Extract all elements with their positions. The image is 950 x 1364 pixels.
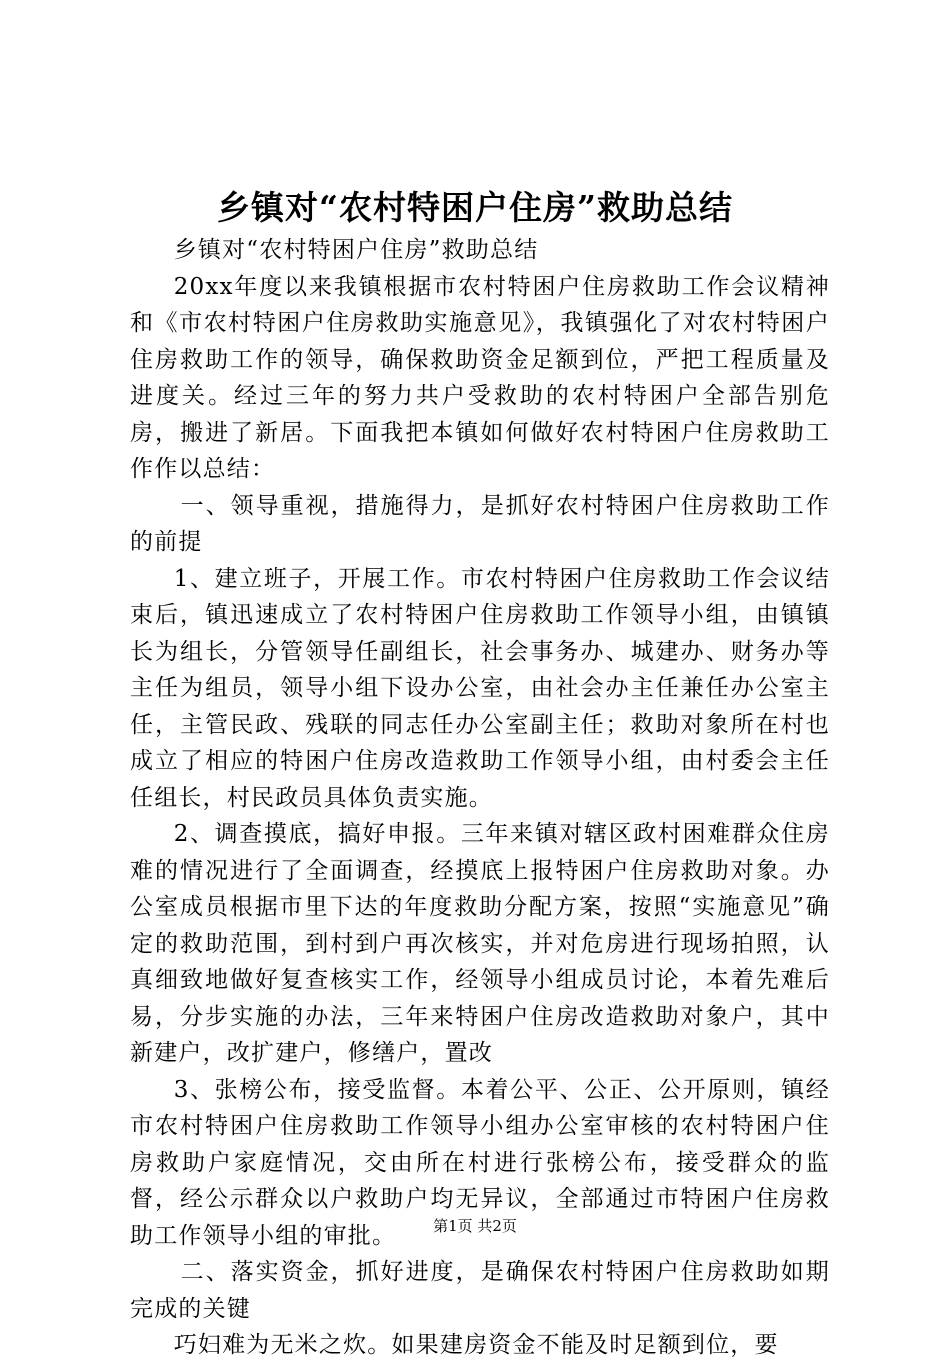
paragraph-intro: 20xx年度以来我镇根据市农村特困户住房救助工作会议精神和《市农村特困户住房救助实施意见》，我镇强化了对农村特困户住房救助工作的领导，确保救助资金足额到位，严把工程质量及进度关。经过三年的努力共户受救助的农村特困户全部告别危房，搬进了新居。下面我把本镇如何做好农村特困户住房救助工作作以总结：	[130, 273, 830, 482]
paragraph-subtitle: 乡镇对“农村特困户住房”救助总结	[173, 237, 539, 263]
page-footer: 第1页 共2页	[433, 1217, 517, 1235]
paragraph-funding: 巧妇难为无米之炊。如果建房资金不能及时足额到位，要	[173, 1332, 779, 1358]
document-body	[130, 232, 830, 1364]
section-heading-2: 二、落实资金，抓好进度，是确保农村特困户住房救助如期完成的关键	[130, 1259, 830, 1322]
paragraph-item-3: 3、张榜公布，接受监督。本着公平、公正、公开原则，镇经市农村特困户住房救助工作领导小组办公室审核的农村特困户住房救助户家庭情况，交由所在村进行张榜公布，接受群众的监督，经公示群众以户救助户均无异议，全部通过市特困户住房救助工作领导小组的审批。	[130, 1076, 830, 1249]
document-title: 乡镇对“农村特困户住房”救助总结	[217, 188, 733, 227]
paragraph-item-2: 2、调查摸底，搞好申报。三年来镇对辖区政村困难群众住房难的情况进行了全面调查，经摸底上报特困户住房救助对象。办公室成员根据市里下达的年度救助分配方案，按照“实施意见”确定的救助范围，到村到户再次核实，并对危房进行现场拍照，认真细致地做好复查核实工作，经领导小组成员讨论，本着先难后易，分步实施的办法，三年来特困户住房改造救助对象户，其中新建户，改扩建户，修缮户，置改	[130, 821, 830, 1066]
section-heading-1: 一、领导重视，措施得力，是抓好农村特困户住房救助工作的前提	[130, 492, 830, 555]
paragraph-item-1: 1、建立班子，开展工作。市农村特困户住房救助工作会议结束后，镇迅速成立了农村特困户住房救助工作领导小组，由镇镇长为组长，分管领导任副组长，社会事务办、城建办、财务办等主任为组员，领导小组下设办公室，由社会办主任兼任办公室主任，主管民政、残联的同志任办公室副主任；救助对象所在村也成立了相应的特困户住房改造救助工作领导小组，由村委会主任任组长，村民政员具体负责实施。	[130, 565, 830, 811]
